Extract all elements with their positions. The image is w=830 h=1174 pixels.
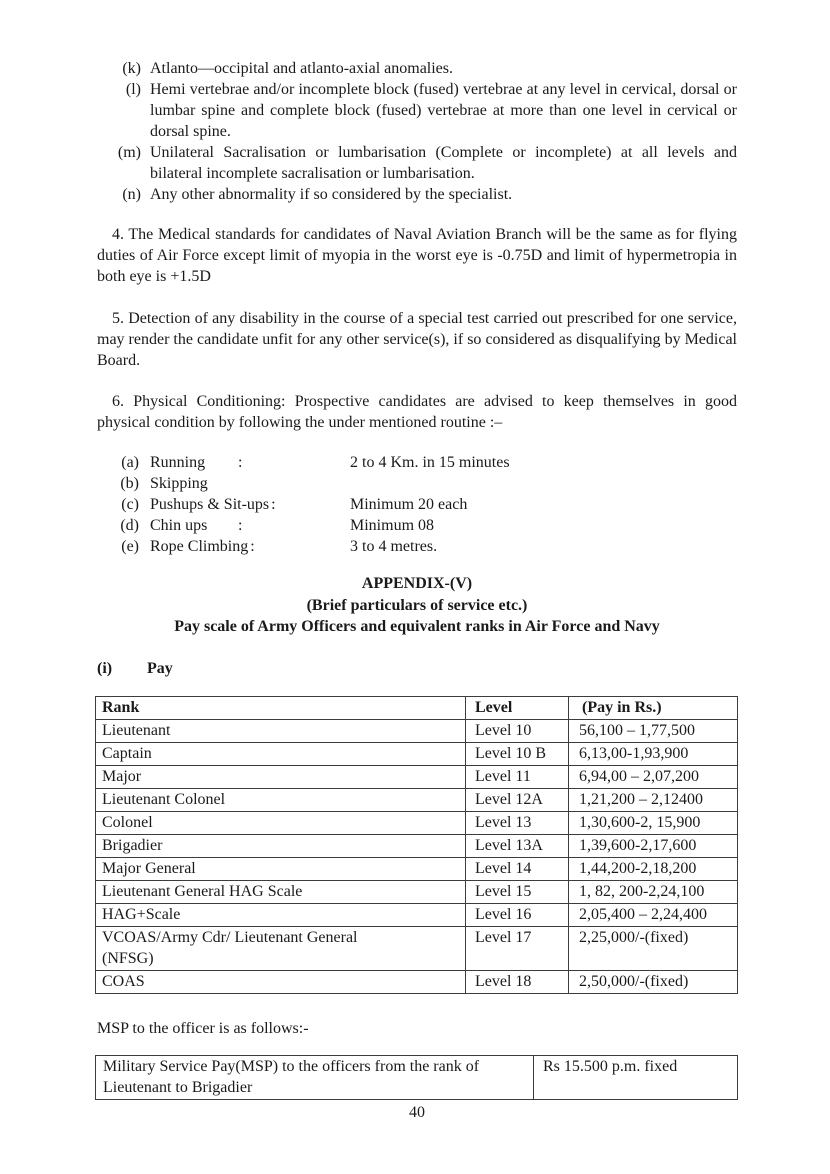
pay-cell: 6,94,00 – 2,07,200 [569, 765, 738, 788]
routine-item-value: Minimum 08 [350, 517, 435, 534]
paragraph-4-medical-standards: 4. The Medical standards for candidates of Naval Aviation Branch will be the same as for flying duties of Air Force except limit of myopia in the worst eye is -0.75D and limit of hypermetropia in both eye is +1.5D [97, 226, 737, 285]
table-row [96, 970, 738, 993]
pay-cell: 2,25,000/-(fixed) [569, 926, 738, 970]
msp-description-cell: Military Service Pay(MSP) to the officers from the rank of Lieutenant to Brigadier [96, 1055, 534, 1099]
msp-note: MSP to the officer is as follows:- [97, 1019, 309, 1037]
pay-cell: 2,50,000/-(fixed) [569, 970, 738, 993]
level-cell: Level 17 [466, 926, 569, 970]
routine-item-name: Rope Climbing [150, 538, 249, 555]
rank-cell: Brigadier [96, 834, 466, 857]
table-row [96, 765, 738, 788]
table-header-row [96, 696, 738, 719]
level-cell: Level 18 [466, 970, 569, 993]
routine-item-pushups [97, 494, 737, 515]
routine-item-value: 2 to 4 Km. in 15 minutes [350, 454, 510, 471]
level-cell: Level 10 B [466, 742, 569, 765]
page-number: 40 [409, 1103, 425, 1121]
table-row [96, 880, 738, 903]
physical-routine-list [97, 452, 737, 557]
column-header-pay: (Pay in Rs.) [569, 696, 738, 719]
table-row [96, 834, 738, 857]
list-item [97, 79, 737, 142]
pay-cell: 56,100 – 1,77,500 [569, 719, 738, 742]
routine-item-name: Running [150, 454, 206, 471]
routine-item-skipping [97, 473, 737, 494]
list-item-label: (l) [125, 81, 141, 98]
routine-item-name: Pushups & Sit-ups [150, 496, 270, 513]
routine-item-value: Minimum 20 each [350, 496, 468, 513]
routine-item-label: (a) [121, 454, 139, 471]
routine-item-value: 3 to 4 metres. [350, 538, 438, 555]
table-row [96, 719, 738, 742]
routine-item-label: (b) [120, 475, 139, 492]
appendix-heading-block [97, 573, 737, 638]
level-cell: Level 15 [466, 880, 569, 903]
list-item-text: Any other abnormality if so considered by the specialist. [150, 186, 513, 203]
routine-item-name: Chin ups [150, 517, 208, 534]
table-row [96, 811, 738, 834]
list-item-text: Hemi vertebrae and/or incomplete block (fused) vertebrae at any level in cervical, dorsal or lumbar spine and complete block (fused) vertebrae at more than one level in cervical or dorsal spine. [150, 81, 737, 140]
appendix-subtitle: (Brief particulars of service etc.) [306, 596, 528, 614]
pay-section-label: (i) [97, 659, 113, 677]
rank-cell: Lieutenant Colonel [96, 788, 466, 811]
appendix-pay-scale-heading: Pay scale of Army Officers and equivalent ranks in Air Force and Navy [174, 618, 660, 635]
pay-cell: 2,05,400 – 2,24,400 [569, 903, 738, 926]
rank-cell: Captain [96, 742, 466, 765]
table-row [96, 903, 738, 926]
routine-item-label: (c) [121, 496, 139, 513]
pay-scale-table [95, 696, 738, 994]
msp-table [95, 1055, 738, 1100]
level-cell: Level 14 [466, 857, 569, 880]
pay-cell: 1,30,600-2, 15,900 [569, 811, 738, 834]
level-cell: Level 13A [466, 834, 569, 857]
rank-cell: COAS [96, 970, 466, 993]
routine-item-label: (d) [120, 517, 139, 534]
rank-cell: VCOAS/Army Cdr/ Lieutenant General (NFSG) [96, 926, 466, 970]
rank-cell: HAG+Scale [96, 903, 466, 926]
list-item-label: (k) [122, 60, 141, 77]
routine-item-running [97, 452, 737, 473]
pay-section-heading [97, 658, 737, 679]
table-row [96, 926, 738, 970]
list-item-label: (n) [122, 186, 141, 203]
level-cell: Level 11 [466, 765, 569, 788]
table-row [96, 742, 738, 765]
routine-item-colon: : [250, 538, 255, 555]
pay-cell: 1,21,200 – 2,12400 [569, 788, 738, 811]
routine-item-label: (e) [121, 538, 139, 555]
rank-cell: Lieutenant General HAG Scale [96, 880, 466, 903]
rank-cell: Major [96, 765, 466, 788]
pay-section-title: Pay [147, 659, 173, 677]
msp-amount-cell: Rs 15.500 p.m. fixed [534, 1055, 738, 1099]
level-cell: Level 10 [466, 719, 569, 742]
column-header-level: Level [466, 696, 569, 719]
table-row [96, 857, 738, 880]
table-row [96, 788, 738, 811]
routine-item-colon: : [271, 496, 276, 513]
list-item-text: Unilateral Sacralisation or lumbarisation (Complete or incomplete) at all levels and bilateral incomplete sacralisation or lumbarisation. [150, 144, 737, 182]
paragraph-5-disability-detection: 5. Detection of any disability in the course of a special test carried out prescribed for one service, may render the candidate unfit for any other service(s), if so considered as disqualifying by Medical Board. [97, 310, 737, 369]
pay-cell: 6,13,00-1,93,900 [569, 742, 738, 765]
routine-item-colon: : [238, 517, 243, 534]
appendix-title: APPENDIX-(V) [361, 575, 473, 592]
column-header-rank: Rank [96, 696, 466, 719]
routine-item-chinups [97, 515, 737, 536]
rank-cell: Colonel [96, 811, 466, 834]
pay-cell: 1,39,600-2,17,600 [569, 834, 738, 857]
level-cell: Level 13 [466, 811, 569, 834]
list-item [97, 184, 737, 205]
paragraph-6-physical-conditioning: 6. Physical Conditioning: Prospective candidates are advised to keep themselves in good physical condition by following the under mentioned routine :– [97, 393, 737, 431]
routine-item-name: Skipping [150, 475, 208, 492]
routine-item-value [350, 473, 737, 494]
routine-item-rope-climbing [97, 536, 737, 557]
pay-cell: 1,44,200-2,18,200 [569, 857, 738, 880]
list-item [97, 142, 737, 184]
routine-item-colon: : [238, 454, 243, 471]
level-cell: Level 12A [466, 788, 569, 811]
list-item-label: (m) [117, 144, 141, 161]
table-row [96, 1055, 738, 1099]
list-item [97, 58, 737, 79]
list-item-text: Atlanto—occipital and atlanto-axial anomalies. [150, 60, 454, 77]
level-cell: Level 16 [466, 903, 569, 926]
pay-cell: 1, 82, 200-2,24,100 [569, 880, 738, 903]
rank-cell: Major General [96, 857, 466, 880]
rank-cell: Lieutenant [96, 719, 466, 742]
spine-anomalies-list [97, 58, 737, 205]
